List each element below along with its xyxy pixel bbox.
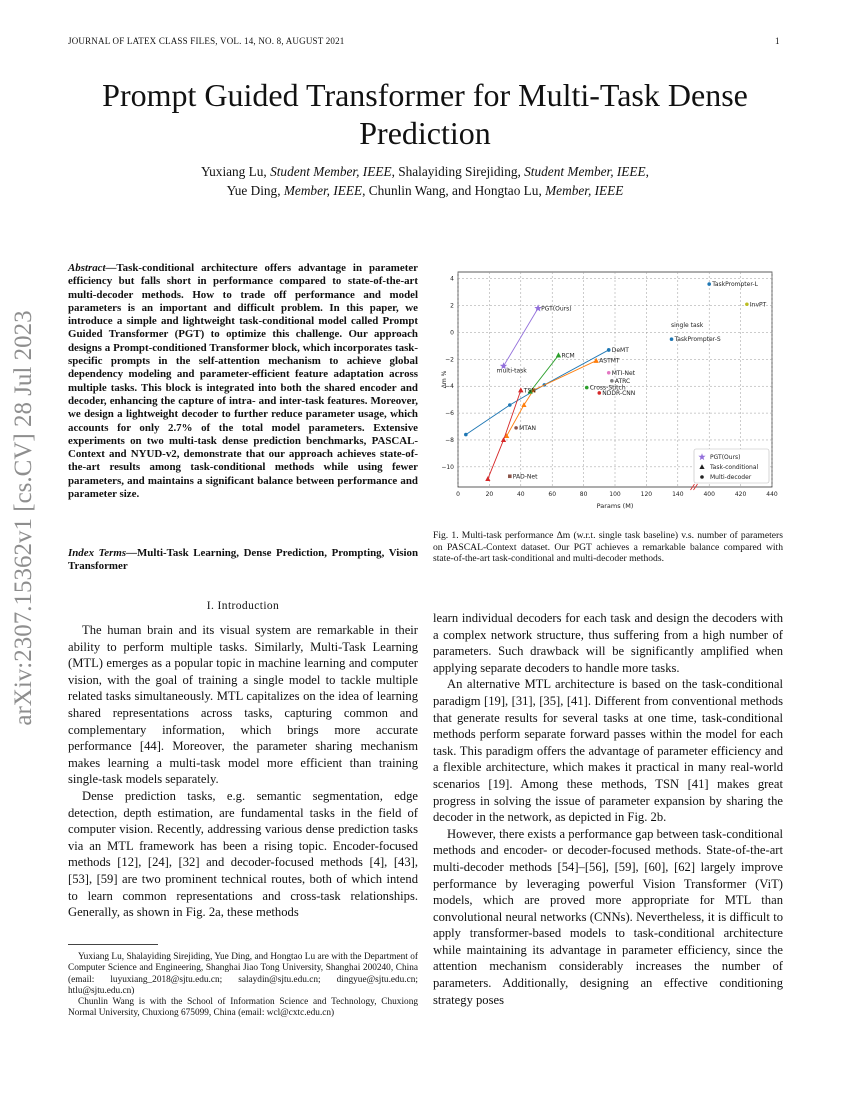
legend-label: Task-conditional	[710, 464, 759, 471]
method-label: ATRC	[614, 377, 631, 385]
x-tick-label: 120	[640, 491, 653, 498]
paragraph: Dense prediction tasks, e.g. semantic segmentation, edge detection, depth estimation, are fundamental tasks in the field of computer vision. Recently, addressing various dense prediction tasks via an MTL framework has been a rising topic. Encoder-focused methods [12], [24], [32] and decoder-focused methods [4], [43], [53], [59] are two prominent technical routes, both of which intend to learn common representations and cross-task relationships. Generally, as shown in Fig. 2a, these methods	[68, 788, 418, 920]
abstract-label: Abstract	[68, 262, 106, 274]
page-number: 1	[775, 36, 780, 46]
y-tick-label: −6	[445, 410, 454, 418]
x-axis-label: Params (M)	[596, 502, 634, 510]
index-terms	[68, 547, 418, 574]
author-role: Student Member, IEEE	[270, 164, 392, 179]
method-marker	[514, 426, 518, 430]
caption-text: Multi-task performance Δm (w.r.t. single task baseline) v.s. number of parameters on PASCAL-Context dataset. Our PGT achieves a remarkable balance compared with state-of-the-art task-conditional and multi-decoder methods.	[433, 530, 783, 565]
method-label: InvPT	[749, 301, 767, 309]
x-tick-label: 140	[672, 491, 684, 498]
method-label: TaskPrompter-S	[674, 336, 721, 344]
author-name: , Chunlin Wang, and Hongtao Lu,	[362, 183, 546, 198]
method-label: MTAN	[519, 424, 537, 432]
intro-column-left	[68, 622, 418, 921]
figure-1-chart	[440, 266, 785, 518]
method-marker	[508, 474, 512, 478]
x-tick-label: 100	[609, 491, 621, 498]
method-marker	[607, 348, 611, 352]
author-role: Student Member, IEEE	[524, 164, 646, 179]
x-tick-label: 0	[456, 491, 460, 498]
y-tick-label: −10	[441, 463, 454, 471]
method-marker	[745, 302, 749, 306]
method-label: single task	[670, 321, 704, 329]
method-label: RCM	[561, 352, 575, 360]
paragraph: The human brain and its visual system are remarkable in their ability to perform multiple tasks. Similarly, Multi-Task Learning (MTL) emerges as a popular topic in machine learning and computer vision, with the goal of training a single model to tackle multiple related tasks simultaneously. MTL capitalizes on the idea of learning shared representations across tasks, capturing common and complementary information, which brings more accurate performance [44]. Moreover, the parameter sharing mechanism makes learning a multi-task model more efficient than training single-task models separately.	[68, 623, 418, 787]
intro-column-right	[433, 610, 783, 1008]
figure-caption	[433, 530, 783, 565]
y-tick-label: 4	[450, 275, 454, 283]
author-role: Member, IEEE	[283, 183, 363, 198]
author-name: Yuxiang Lu,	[201, 164, 271, 179]
x-tick-label: 400	[703, 491, 715, 498]
y-tick-label: −8	[445, 436, 454, 444]
footnote-affiliation-1: Yuxiang Lu, Shalayiding Sirejiding, Yue Ding, and Hongtao Lu are with the Department of Computer Science and Engineering, Shanghai Jiao Tong University, Shanghai 200240, China (email: luyuxiang_2018@sjtu.edu.cn; salaydin@sjtu.edu.cn; dingyue@sjtu.edu.cn; htlu@sjtu.edu.cn)	[68, 952, 418, 996]
index-terms-label: Index Terms	[68, 547, 127, 559]
footnote-affiliation-2: Chunlin Wang is with the School of Information Science and Technology, Chuxiong Normal University, Chuxiong 675099, China (email: wcl@cxtc.edu.cn)	[68, 997, 418, 1019]
author-name: , Shalayiding Sirejiding,	[391, 164, 525, 179]
method-marker	[556, 353, 561, 358]
running-header: JOURNAL OF LATEX CLASS FILES, VOL. 14, NO. 8, AUGUST 2021	[68, 36, 345, 46]
y-tick-label: −2	[445, 356, 454, 364]
x-tick-label: 80	[579, 491, 588, 498]
series-line-red	[488, 390, 521, 479]
method-marker	[707, 282, 711, 286]
footnotes	[68, 952, 418, 1020]
paragraph: learn individual decoders for each task and design the decoders with a complex network structure, thus suffering from a high number of parameters. Such drawback will be significantly amplified when applying separate decoders to handle more tasks.	[433, 611, 783, 675]
author-list	[90, 162, 760, 200]
abstract-text: —Task-conditional architecture offers advantage in parameter efficiency but falls short in performance compared to state-of-the-art multi-decoder methods. How to trade off performance and model parameters is an important and difficult problem. In this paper, we introduce a simple and lightweight task-conditional model called Prompt Guided Transformer (PGT) to optimize this challenge. Our approach designs a Prompt-conditioned Transformer block, which incorporates task-specific prompts in the self-attention mechanism to achieve global dependency modeling and parameter-efficient feature adaptation across multiple tasks. This block is integrated into both the shared encoder and decoder, enhancing the capture of intra- and inter-task features. Moreover, we design a lightweight decoder to further reduce parameter usage, which accounts for only 2.7% of the total model parameters. Extensive experiments on two multi-task dense prediction benchmarks, PASCAL-Context and NYUD-v2, demonstrate that our approach achieves state-of-the-art results among task-conditional methods while using fewer parameters, and maintains a significant balance between performance and parameter size.	[68, 262, 418, 501]
method-label: ASTMT	[599, 357, 620, 365]
y-tick-label: 2	[450, 302, 454, 310]
paragraph: An alternative MTL architecture is based on the task-conditional paradigm [19], [31], [35], [41]. Different from conventional methods that generate results for several tasks at one time, task-conditional methods perform separate forward passes within the model for each task. This paradigm offers the advantage of parameter efficiency and a flexible architecture, which makes it practical in many real-world scenarios [19]. Among these methods, TSN [41] makes great progress in solving the issue of parameter expansion by sharing the decoder in the network, as depicted in Fig. 2b.	[433, 677, 783, 825]
method-label: TSN	[523, 387, 536, 395]
y-tick-label: −4	[445, 383, 454, 391]
method-marker	[518, 387, 523, 392]
author-role: Member, IEEE	[545, 183, 624, 198]
author-name: Yue Ding,	[226, 183, 284, 198]
method-marker	[607, 371, 611, 375]
index-terms-text: —Multi-Task Learning, Dense Prediction, Prompting, Vision Transformer	[68, 547, 418, 573]
legend-label: PGT(Ours)	[710, 454, 741, 461]
section-heading: I. Introduction	[206, 600, 280, 612]
method-label: Cross-Stitch	[589, 384, 626, 392]
x-tick-label: 440	[766, 491, 778, 498]
abstract	[68, 262, 418, 501]
legend-label: Multi-decoder	[710, 474, 752, 481]
method-marker	[598, 391, 602, 395]
footnote-rule	[68, 944, 158, 945]
paragraph: However, there exists a performance gap between task-conditional methods and encoder- or decoder-focused methods. State-of-the-art multi-decoder methods [54]–[56], [59], [60], [62] largely improve performance by leveraging powerful Vision Transformer (ViT) models, which are proved more appropriate for MTL than convolutional neural networks (CNNs). Nevertheless, it is difficult to apply transformer-based models to task-conditional architecture while maintaining its advantage in parameter efficiency, since the attention mechanism considerably increases the number of parameters. Additionally, designing an effective conditioning strategy poses	[433, 826, 783, 1007]
method-label: MTI-Net	[611, 369, 636, 377]
series-line-blue	[466, 350, 609, 435]
paper-title: Prompt Guided Transformer for Multi-Task Dense Prediction	[102, 77, 748, 151]
legend-marker	[700, 475, 704, 479]
method-label: TaskPrompter-L	[712, 281, 758, 289]
method-label: PAD-Net	[512, 473, 538, 481]
data-point	[464, 433, 468, 437]
method-label: PGT(Ours)	[541, 305, 572, 313]
method-marker	[610, 379, 614, 383]
method-marker	[585, 386, 589, 390]
x-tick-label: 420	[734, 491, 747, 498]
x-tick-label: 60	[548, 491, 557, 498]
arxiv-stamp: arXiv:2307.15362v1 [cs.CV] 28 Jul 2023	[10, 310, 37, 726]
method-marker	[670, 337, 674, 341]
method-label: DeMT	[611, 346, 629, 354]
x-tick-label: 40	[516, 491, 525, 498]
caption-label: Fig. 1.	[433, 530, 459, 541]
method-label: multi-task	[496, 367, 527, 375]
method-label: NDDR-CNN	[602, 389, 636, 397]
author-name: ,	[645, 164, 649, 179]
method-marker	[594, 358, 599, 363]
x-tick-label: 20	[485, 491, 494, 498]
y-tick-label: 0	[450, 329, 454, 337]
y-axis-label: Δm %	[441, 370, 448, 389]
data-point	[508, 403, 512, 407]
